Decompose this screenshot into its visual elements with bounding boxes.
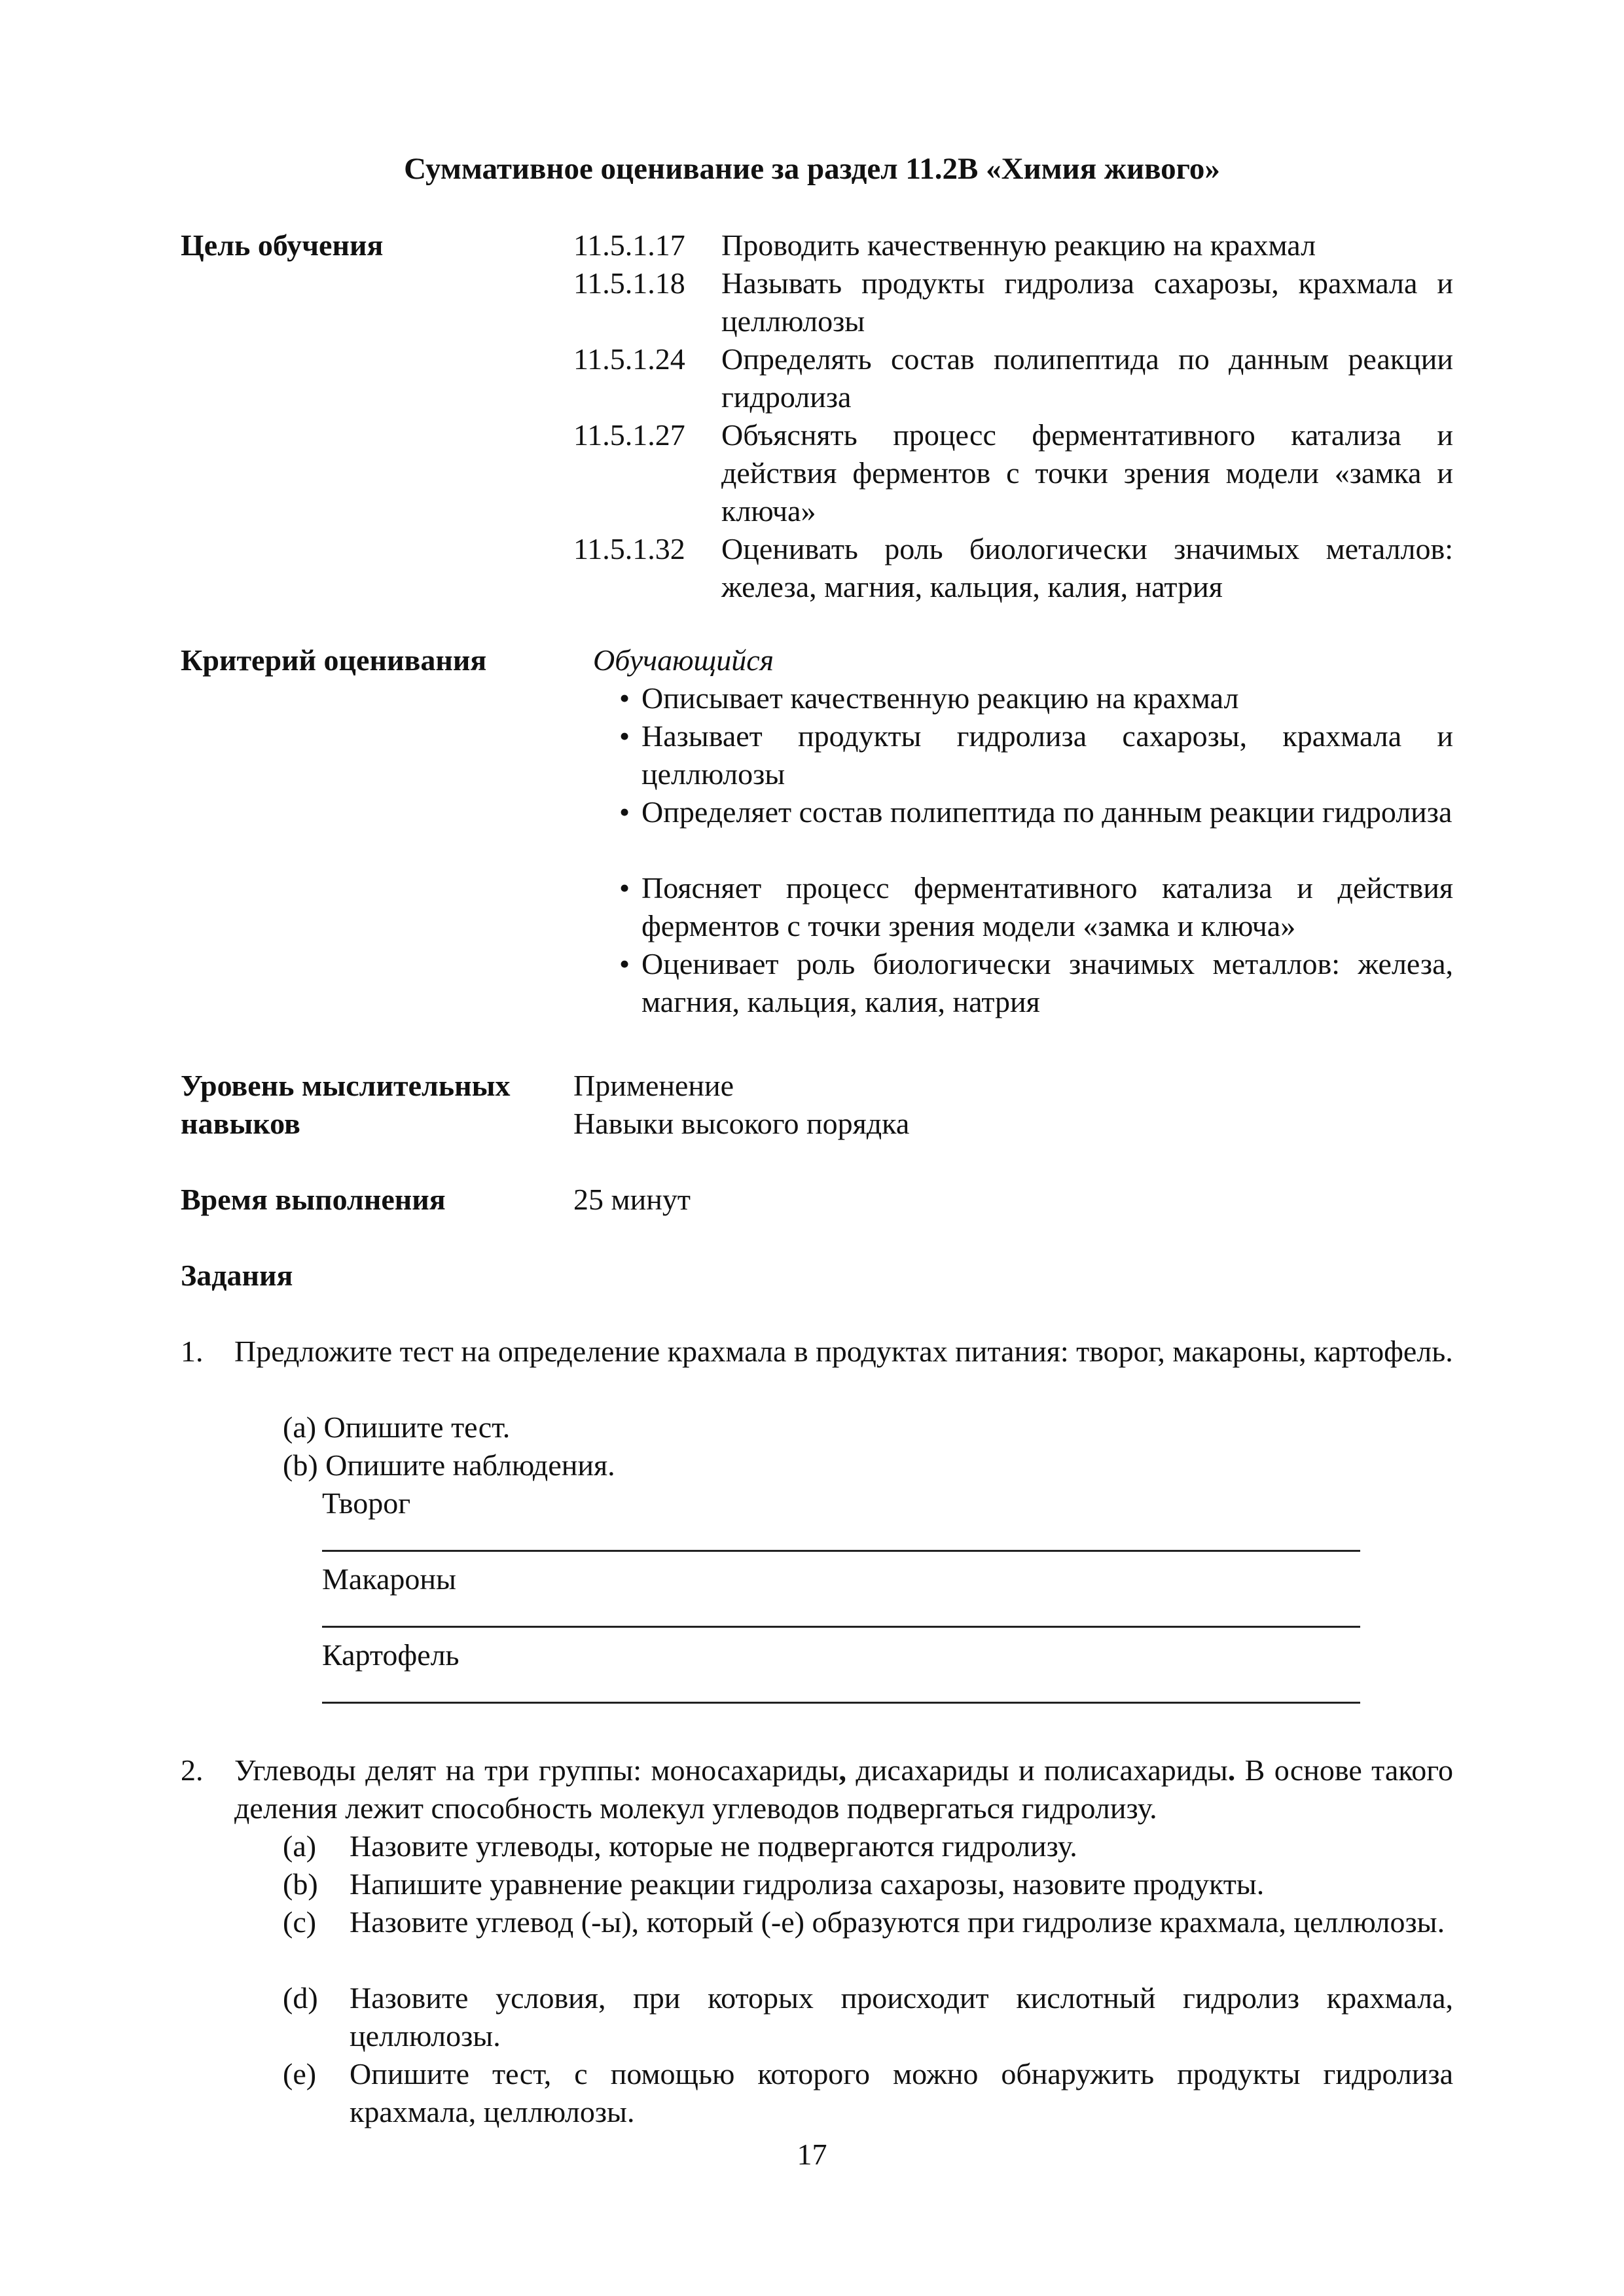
subquestion-letter: (d): [283, 1981, 318, 2015]
criteria-item-text: Оценивает роль биологически значимых металлов: железа, магния, кальция, калия, натрия: [641, 947, 1453, 1018]
task-text: Предложите тест на определение крахмала в продуктах питания: творог, макароны, картофель.: [234, 1335, 1453, 1368]
observation-label: Макароны: [322, 1562, 456, 1596]
task-text-comma: ,: [839, 1753, 846, 1787]
criteria-item-text: Описывает качественную реакцию на крахмал: [641, 681, 1239, 715]
skills-label: Уровень мыслительных: [181, 1069, 511, 1102]
objective-code: 11.5.1.18: [573, 266, 685, 300]
subquestion-text: Назовите углеводы, которые не подвергаются гидролизу.: [350, 1829, 1077, 1863]
subquestion-text: Назовите углевод (-ы), который (-е) образуются при гидролизе крахмала, целлюлозы.: [350, 1905, 1445, 1939]
task-subquestion: (a) Опишите тест.: [283, 1410, 511, 1444]
criteria-lead: Обучающийся: [593, 643, 774, 677]
subquestion-letter: (e): [283, 2057, 317, 2090]
skills-label-continued: навыков: [181, 1107, 300, 1140]
observation-label: Творог: [322, 1486, 411, 1520]
bullet-icon: •: [619, 681, 630, 715]
objectives-label: Цель обучения: [181, 228, 384, 262]
criteria-item-text: Поясняет процесс ферментативного катализа и действия ферментов с точки зрения модели «замка и ключа»: [641, 871, 1453, 942]
answer-line[interactable]: [322, 1626, 1360, 1628]
objective-code: 11.5.1.27: [573, 418, 685, 452]
subquestion-text: Опишите тест, с помощью которого можно обнаружить продукты гидролиза крахмала, целлюлозы.: [350, 2057, 1453, 2128]
observation-label: Картофель: [322, 1638, 460, 1672]
subquestion-text: Назовите условия, при которых происходит кислотный гидролиз крахмала, целлюлозы.: [350, 1981, 1453, 2053]
skills-value: Применение: [573, 1069, 734, 1102]
objective-code: 11.5.1.24: [573, 342, 685, 376]
subquestion-letter: (b): [283, 1867, 318, 1901]
bullet-icon: •: [619, 795, 630, 829]
criteria-item-text: Называет продукты гидролиза сахарозы, крахмала и целлюлозы: [641, 719, 1453, 791]
task-text-part: В основе такого деления лежит способность молекул углеводов подвергаться гидролизу.: [234, 1753, 1453, 1825]
answer-line[interactable]: [322, 1550, 1360, 1552]
tasks-heading: Задания: [181, 1259, 293, 1292]
page-number: 17: [797, 2138, 827, 2171]
bullet-icon: •: [619, 871, 630, 905]
time-value: 25 минут: [573, 1183, 691, 1216]
objective-text: Проводить качественную реакцию на крахмал: [721, 228, 1316, 262]
objective-code: 11.5.1.32: [573, 532, 685, 565]
criteria-item-text: Определяет состав полипептида по данным реакции гидролиза: [641, 795, 1453, 829]
objective-code: 11.5.1.17: [573, 228, 685, 262]
objective-text: Определять состав полипептида по данным реакции гидролиза: [721, 342, 1453, 414]
objective-text: Оценивать роль биологически значимых металлов: железа, магния, кальция, калия, натрия: [721, 532, 1453, 603]
subquestion-letter: (a): [283, 1829, 317, 1863]
bullet-icon: •: [619, 719, 630, 753]
page-title: Суммативное оценивание за раздел 11.2В «Химия живого»: [404, 152, 1220, 186]
task-number: 2.: [181, 1753, 204, 1787]
bullet-icon: •: [619, 947, 630, 980]
subquestion-letter: (c): [283, 1905, 317, 1939]
time-label: Время выполнения: [181, 1183, 446, 1216]
objective-text: Называть продукты гидролиза сахарозы, крахмала и целлюлозы: [721, 266, 1453, 338]
task-number: 1.: [181, 1335, 204, 1368]
objective-text: Объяснять процесс ферментативного катализа и действия ферментов с точки зрения модели «замка и ключа»: [721, 418, 1453, 528]
answer-line[interactable]: [322, 1702, 1360, 1704]
task-subquestion: (b) Опишите наблюдения.: [283, 1448, 615, 1482]
task-text-part: дисахариды и полисахариды: [846, 1753, 1228, 1787]
task-text: [234, 1751, 1453, 1827]
task-text-period: .: [1227, 1753, 1236, 1787]
criteria-label: Критерий оценивания: [181, 643, 487, 677]
task-text-part: Углеводы делят на три группы: моносахариды: [234, 1753, 839, 1787]
subquestion-text: Напишите уравнение реакции гидролиза сахарозы, назовите продукты.: [350, 1867, 1265, 1901]
skills-value: Навыки высокого порядка: [573, 1107, 910, 1140]
